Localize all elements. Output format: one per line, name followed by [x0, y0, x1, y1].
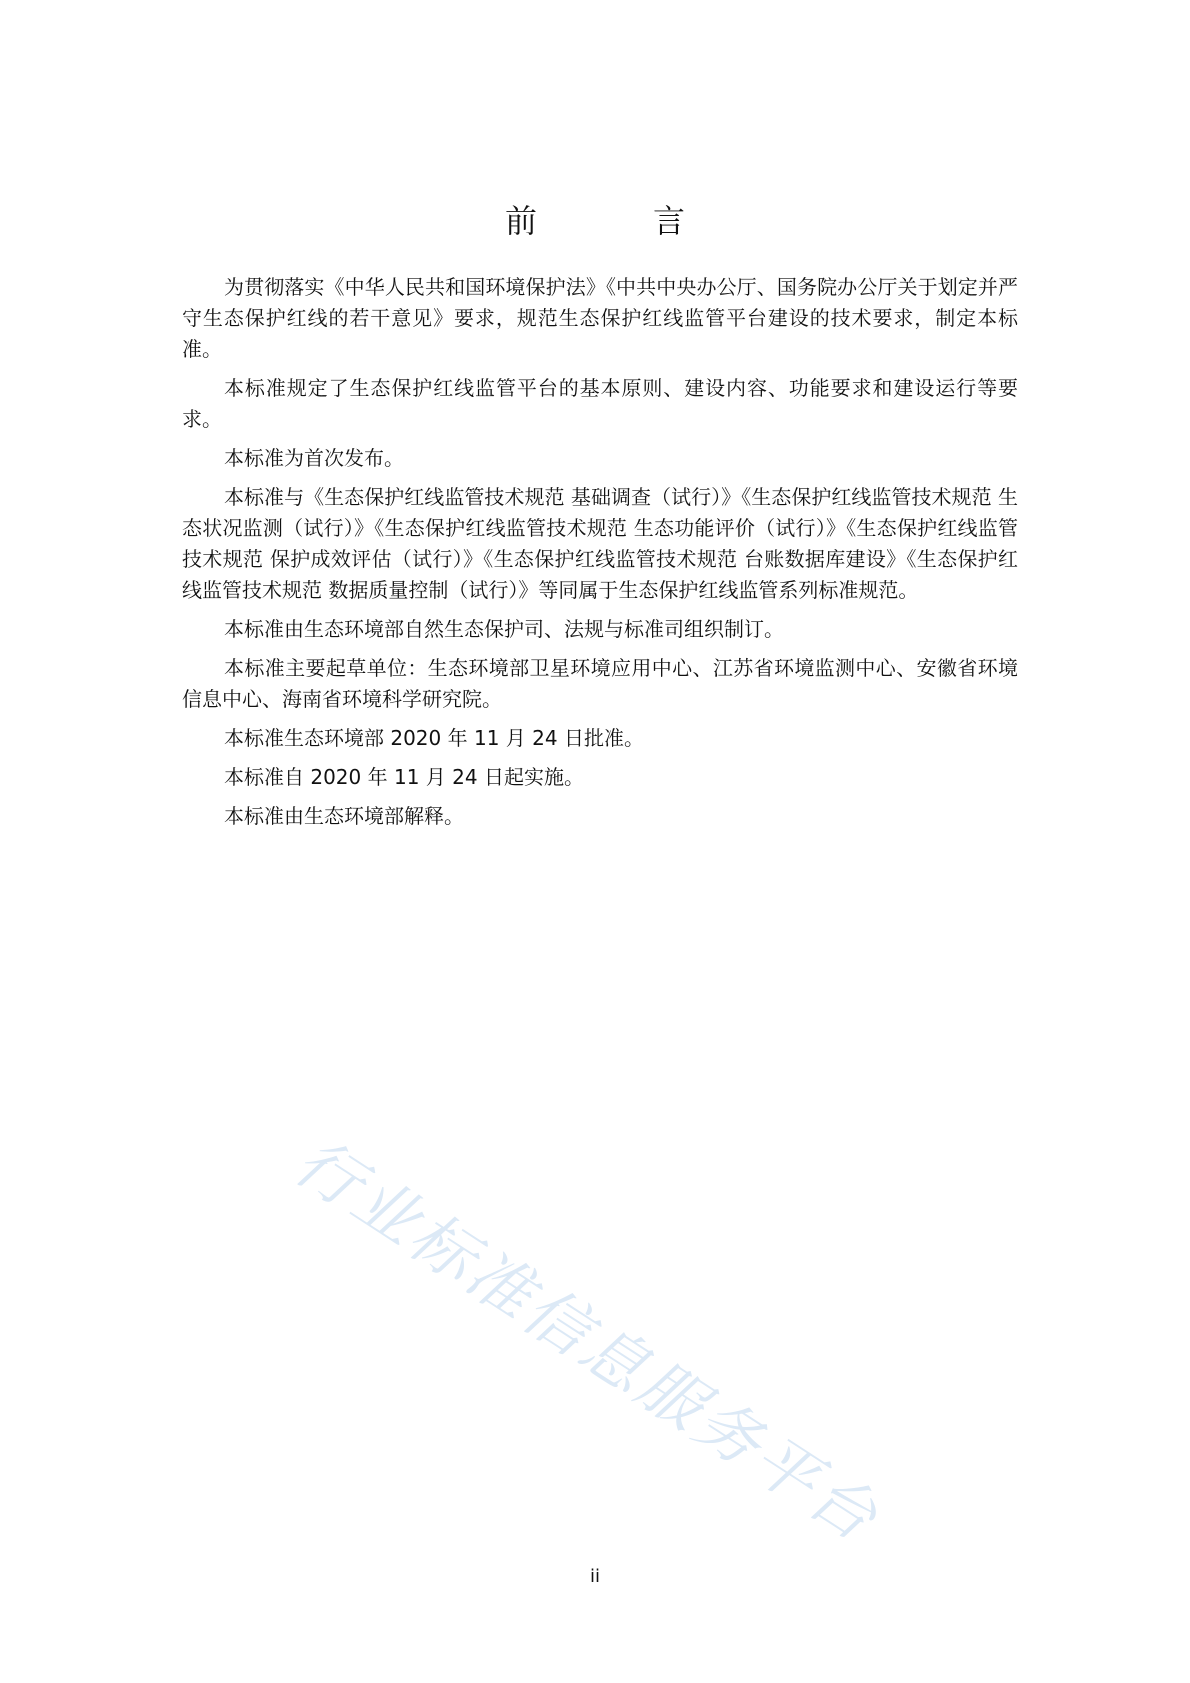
paragraph-6: 本标准主要起草单位：生态环境部卫星环境应用中心、江苏省环境监测中心、安徽省环境信息中心、海南省环境科学研究院。 [182, 656, 1018, 711]
paragraph-2: 本标准规定了生态保护红线监管平台的基本原则、建设内容、功能要求和建设运行等要求。 [182, 376, 1018, 431]
watermark: 行业标准信息服务平台 [281, 1125, 893, 1558]
paragraph-5: 本标准由生态环境部自然生态保护司、法规与标准司组织制订。 [224, 617, 784, 641]
page-number: ii [589, 1566, 600, 1587]
paragraph-7: 本标准生态环境部 2020 年 11 月 24 日批准。 [224, 726, 644, 750]
paragraph-3: 本标准为首次发布。 [224, 446, 404, 470]
page-title: 前 言 [504, 202, 727, 240]
paragraph-1: 为贯彻落实《中华人民共和国环境保护法》《中共中央办公厅、国务院办公厅关于划定并严守生态保护红线的若干意见》要求，规范生态保护红线监管平台建设的技术要求，制定本标准。 [182, 275, 1018, 361]
document-body [182, 272, 1018, 840]
paragraph-8: 本标准自 2020 年 11 月 24 日起实施。 [224, 765, 584, 789]
paragraph-4: 本标准与《生态保护红线监管技术规范 基础调查（试行）》《生态保护红线监管技术规范 生态状况监测（试行）》《生态保护红线监管技术规范 生态功能评价（试行）》《生态保护红线监管技术规范 保护成效评估（试行）》《生态保护红线监管技术规范 台账数据库建设》《生态保护红线监管技术规范 数据质量控制（试行）》等同属于生态保护红线监管系列标准规范。 [182, 485, 1018, 602]
paragraph-9: 本标准由生态环境部解释。 [224, 804, 464, 828]
